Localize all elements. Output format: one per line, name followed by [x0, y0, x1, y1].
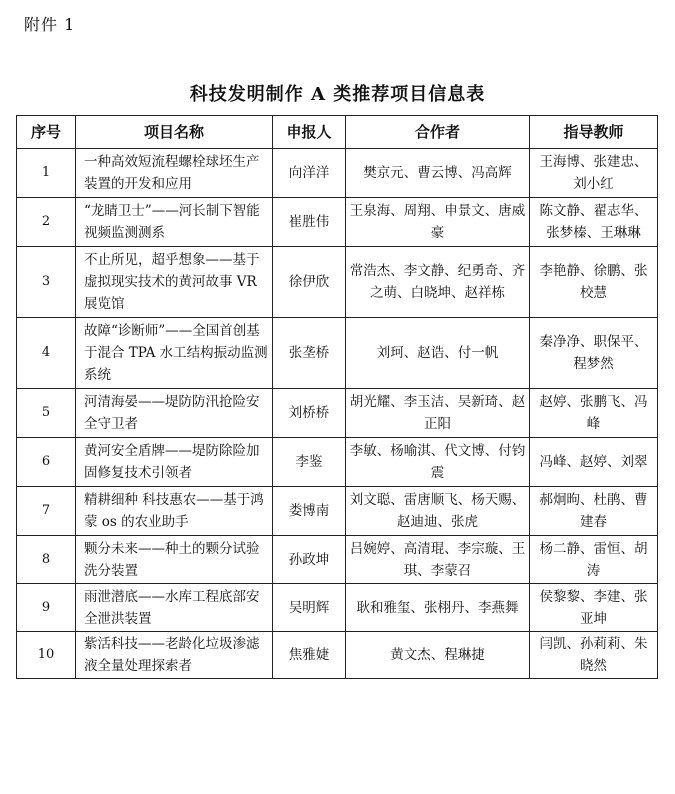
applicant: 刘桥桥 — [273, 389, 346, 438]
table-row — [17, 247, 658, 318]
partners: 李敏、杨喻淇、代文博、付钧震 — [346, 438, 530, 487]
row-no: 9 — [17, 584, 76, 632]
project-name: 故障“诊断师”——全国首创基于混合 TPA 水工结构振动监测系统 — [76, 318, 273, 389]
partners: 樊京元、曹云博、冯高辉 — [346, 149, 530, 198]
project-info-table — [16, 115, 658, 679]
project-name: “龙睛卫士”——河长制下智能视频监测测系 — [76, 198, 273, 247]
project-name: 雨泄潜底——水库工程底部安全泄洪装置 — [76, 584, 273, 632]
advisors: 闫凯、孙莉莉、朱晓然 — [530, 632, 658, 679]
row-no: 6 — [17, 438, 76, 487]
row-no: 4 — [17, 318, 76, 389]
advisors: 侯黎黎、李建、张亚坤 — [530, 584, 658, 632]
document-title: 科技发明制作 A 类推荐项目信息表 — [189, 84, 486, 105]
table-row — [17, 438, 658, 487]
project-name: 精耕细种 科技惠农——基于鸿蒙 os 的农业助手 — [76, 487, 273, 536]
row-no: 5 — [17, 389, 76, 438]
advisors: 赵婷、张鹏飞、冯峰 — [530, 389, 658, 438]
applicant: 娄博南 — [273, 487, 346, 536]
table-row — [17, 487, 658, 536]
applicant: 向洋洋 — [273, 149, 346, 198]
partners: 胡光耀、李玉洁、吴新琦、赵正阳 — [346, 389, 530, 438]
row-no: 7 — [17, 487, 76, 536]
applicant: 李鉴 — [273, 438, 346, 487]
table-row — [17, 318, 658, 389]
partners: 常浩杰、李文静、纪勇奇、齐之萌、白晓坤、赵祥栋 — [346, 247, 530, 318]
row-no: 1 — [17, 149, 76, 198]
applicant: 吴明辉 — [273, 584, 346, 632]
applicant: 徐伊欣 — [273, 247, 346, 318]
advisors: 冯峰、赵婷、刘翠 — [530, 438, 658, 487]
partners: 刘珂、赵诰、付一帆 — [346, 318, 530, 389]
advisors: 王海博、张建忠、刘小红 — [530, 149, 658, 198]
header-project-name: 项目名称 — [76, 116, 273, 149]
table-row — [17, 632, 658, 679]
header-advisors: 指导教师 — [530, 116, 658, 149]
advisors: 李艳静、徐鹏、张校慧 — [530, 247, 658, 318]
header-applicant: 申报人 — [273, 116, 346, 149]
table-row — [17, 149, 658, 198]
table-row — [17, 198, 658, 247]
advisors: 秦净净、职保平、程梦然 — [530, 318, 658, 389]
annex-label: 附件 1 — [24, 15, 76, 34]
project-name: 不止所见，超乎想象——基于虚拟现实技术的黄河故事 VR 展览馆 — [76, 247, 273, 318]
table-row — [17, 389, 658, 438]
partners: 王泉海、周翔、申景文、唐威豪 — [346, 198, 530, 247]
table-row — [17, 536, 658, 584]
applicant: 孙政坤 — [273, 536, 346, 584]
applicant: 崔胜伟 — [273, 198, 346, 247]
table-header-row — [17, 116, 658, 149]
header-partners: 合作者 — [346, 116, 530, 149]
partners: 耿和雅玺、张栩丹、李燕舞 — [346, 584, 530, 632]
project-name: 河清海晏——堤防防汛抢险安全守卫者 — [76, 389, 273, 438]
row-no: 10 — [17, 632, 76, 679]
advisors: 杨二静、雷恒、胡涛 — [530, 536, 658, 584]
applicant: 焦雅婕 — [273, 632, 346, 679]
applicant: 张垄桥 — [273, 318, 346, 389]
partners: 刘文聪、雷唐顺飞、杨天赐、赵迪迪、张虎 — [346, 487, 530, 536]
project-name: 紫活科技——老龄化垃圾渗滤液全量处理探索者 — [76, 632, 273, 679]
partners: 黄文杰、程琳捷 — [346, 632, 530, 679]
advisors: 郝炯昫、杜鹃、曹建春 — [530, 487, 658, 536]
row-no: 8 — [17, 536, 76, 584]
header-no: 序号 — [17, 116, 76, 149]
project-name: 一种高效短流程螺栓球坯生产装置的开发和应用 — [76, 149, 273, 198]
table-row — [17, 584, 658, 632]
project-name: 黄河安全盾牌——堤防除险加固修复技术引领者 — [76, 438, 273, 487]
row-no: 3 — [17, 247, 76, 318]
project-name: 颗分未来——种土的颗分试验洗分装置 — [76, 536, 273, 584]
row-no: 2 — [17, 198, 76, 247]
partners: 吕婉婷、高清琨、李宗璇、王琪、李蒙召 — [346, 536, 530, 584]
advisors: 陈文静、翟志华、张梦榛、王琳琳 — [530, 198, 658, 247]
